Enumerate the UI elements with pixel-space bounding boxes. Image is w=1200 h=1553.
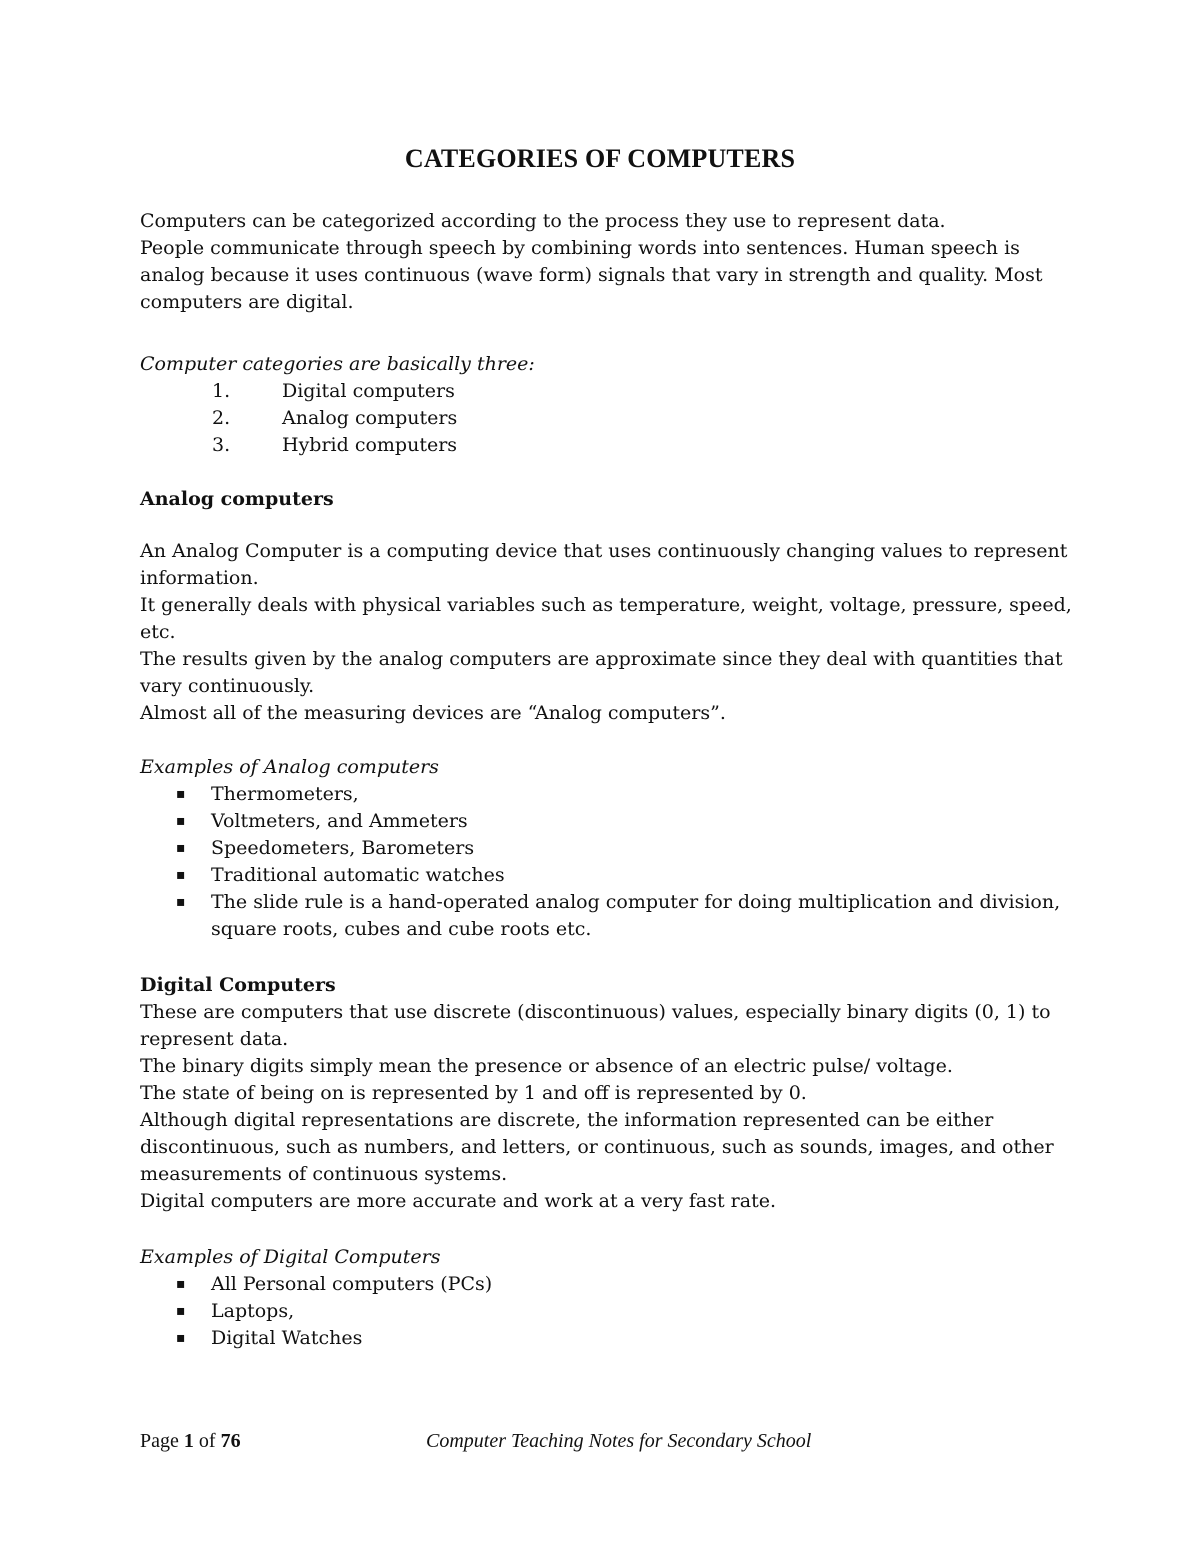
digital-line: measurements of continuous systems. (140, 1163, 508, 1185)
total-pages: 76 (220, 1430, 241, 1452)
analog-line: vary continuously. (140, 675, 315, 697)
list-text: Voltmeters, and Ammeters (211, 810, 468, 832)
bullet-icon: ▪ (176, 867, 186, 883)
list-item (140, 1298, 1060, 1325)
list-item (140, 781, 1060, 808)
intro-line: analog because it uses continuous (wave form) signals that vary in strength and quality. Most (140, 264, 1043, 286)
list-text: Thermometers, (211, 783, 359, 805)
list-item (140, 1271, 1060, 1298)
list-label: Digital computers (282, 380, 455, 402)
list-item (140, 432, 1060, 459)
bullet-icon: ▪ (176, 1276, 186, 1292)
digital-examples-heading: Examples of Digital Computers (140, 1246, 441, 1268)
analog-section (140, 486, 1060, 513)
digital-line: discontinuous, such as numbers, and letters, or continuous, such as sounds, images, and other (140, 1136, 1054, 1158)
digital-line: The state of being on is represented by 1 and off is represented by 0. (140, 1082, 807, 1104)
categories-heading: Computer categories are basically three: (140, 353, 535, 375)
digital-line: represent data. (140, 1028, 289, 1050)
analog-line: An Analog Computer is a computing device that uses continuously changing values to represent (140, 540, 1068, 562)
list-text: Traditional automatic watches (211, 864, 505, 886)
digital-heading: Digital Computers (140, 974, 336, 996)
page-footer (140, 1430, 1080, 1460)
digital-line: Although digital representations are discrete, the information represented can be either (140, 1109, 994, 1131)
list-text: All Personal computers (PCs) (211, 1273, 493, 1295)
list-item (140, 862, 1060, 889)
intro-line: computers are digital. (140, 291, 354, 313)
analog-line: information. (140, 567, 259, 589)
analog-line: It generally deals with physical variables such as temperature, weight, voltage, pressure, speed, (140, 594, 1072, 616)
list-item (140, 835, 1060, 862)
list-text: square roots, cubes and cube roots etc. (211, 918, 592, 940)
list-number: 1. (212, 380, 231, 402)
list-item (140, 405, 1060, 432)
list-text: The slide rule is a hand-operated analog computer for doing multiplication and division, (211, 891, 1061, 913)
list-item (140, 1325, 1060, 1352)
page-counter (140, 1430, 241, 1453)
bullet-icon: ▪ (176, 813, 186, 829)
list-item (140, 378, 1060, 405)
intro-line: People communicate through speech by combining words into sentences. Human speech is (140, 237, 1020, 259)
digital-line: These are computers that use discrete (discontinuous) values, especially binary digits (0, 1) to (140, 1001, 1051, 1023)
analog-examples-heading: Examples of Analog computers (140, 756, 439, 778)
bullet-icon: ▪ (176, 1303, 186, 1319)
analog-heading: Analog computers (140, 488, 334, 510)
digital-line: Digital computers are more accurate and work at a very fast rate. (140, 1190, 776, 1212)
digital-examples (140, 1244, 1060, 1352)
analog-paragraph (140, 538, 1072, 727)
bullet-icon: ▪ (176, 1330, 186, 1346)
list-number: 2. (212, 407, 231, 429)
page-number: 1 (183, 1430, 194, 1452)
analog-line: etc. (140, 621, 176, 643)
page-title: CATEGORIES OF COMPUTERS (404, 144, 796, 173)
of-label: of (198, 1430, 216, 1452)
intro-line: Computers can be categorized according to the process they use to represent data. (140, 210, 946, 232)
footer-doc-title: Computer Teaching Notes for Secondary School (426, 1430, 812, 1452)
list-label: Analog computers (282, 407, 458, 429)
analog-line: Almost all of the measuring devices are “Analog computers”. (140, 702, 726, 724)
analog-examples (140, 754, 1060, 943)
list-text: Speedometers, Barometers (211, 837, 475, 859)
list-item (140, 808, 1060, 835)
bullet-icon: ▪ (176, 840, 186, 856)
bullet-icon: ▪ (176, 786, 186, 802)
bullet-icon: ▪ (176, 894, 186, 910)
intro-paragraph (140, 208, 1060, 316)
digital-line: The binary digits simply mean the presence or absence of an electric pulse/ voltage. (140, 1055, 953, 1077)
list-number: 3. (212, 434, 231, 456)
categories-section (140, 351, 1060, 459)
page-label: Page (140, 1430, 179, 1452)
list-text: Laptops, (211, 1300, 295, 1322)
list-text: Digital Watches (211, 1327, 363, 1349)
list-item (140, 889, 1060, 943)
analog-line: The results given by the analog computers are approximate since they deal with quantities that (140, 648, 1063, 670)
list-label: Hybrid computers (282, 434, 458, 456)
digital-section (140, 972, 1060, 1215)
